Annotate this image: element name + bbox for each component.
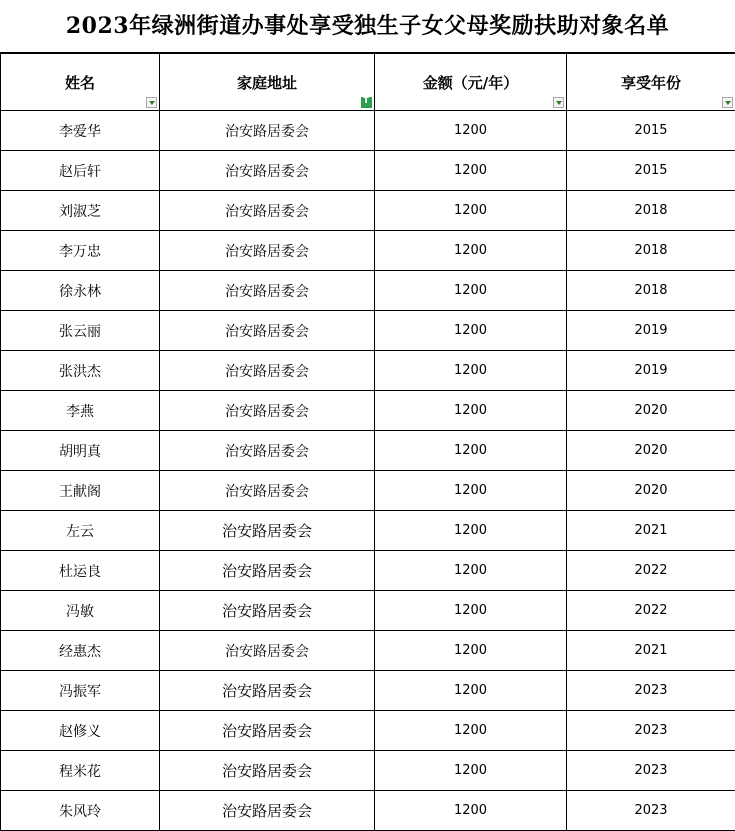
name-cell[interactable]: 胡明真 [1,431,160,471]
year-cell[interactable]: 2020 [567,431,735,471]
address-cell[interactable]: 治安路居委会 [160,351,375,391]
name-cell[interactable]: 王献阁 [1,471,160,511]
name-cell[interactable]: 李燕 [1,391,160,431]
header-year-label: 享受年份 [621,74,681,92]
year-cell[interactable]: 2023 [567,791,735,831]
amount-cell[interactable]: 1200 [375,311,567,351]
year-cell[interactable]: 2020 [567,471,735,511]
name-cell[interactable]: 经惠杰 [1,631,160,671]
header-name-label: 姓名 [65,74,95,92]
year-cell[interactable]: 2023 [567,671,735,711]
amount-cell[interactable]: 1200 [375,231,567,271]
name-cell[interactable]: 左云 [1,511,160,551]
name-cell[interactable]: 杜运良 [1,551,160,591]
address-cell[interactable]: 治安路居委会 [160,431,375,471]
amount-cell[interactable]: 1200 [375,191,567,231]
address-cell[interactable]: 治安路居委会 [160,751,375,791]
address-cell[interactable]: 治安路居委会 [160,111,375,151]
filter-dropdown-icon[interactable] [146,97,157,108]
header-amount [375,54,567,111]
header-amount-label: 金额（元/年） [423,74,518,92]
filter-dropdown-icon[interactable] [553,97,564,108]
name-cell[interactable]: 徐永林 [1,271,160,311]
name-cell[interactable]: 张洪杰 [1,351,160,391]
table-row [1,631,735,671]
table-row [1,751,735,791]
recipient-table [0,53,735,831]
address-cell[interactable]: 治安路居委会 [160,191,375,231]
amount-cell[interactable]: 1200 [375,111,567,151]
name-cell[interactable]: 张云丽 [1,311,160,351]
amount-cell[interactable]: 1200 [375,471,567,511]
table-row [1,551,735,591]
amount-cell[interactable]: 1200 [375,711,567,751]
header-address-label: 家庭地址 [237,74,297,92]
name-cell[interactable]: 冯敏 [1,591,160,631]
header-year [567,54,735,111]
name-cell[interactable]: 李万忠 [1,231,160,271]
address-cell[interactable]: 治安路居委会 [160,551,375,591]
amount-cell[interactable]: 1200 [375,271,567,311]
active-filter-marker: T [363,96,369,106]
amount-cell[interactable]: 1200 [375,591,567,631]
year-cell[interactable]: 2019 [567,351,735,391]
filter-dropdown-icon[interactable] [722,97,733,108]
header-address [160,54,375,111]
address-cell[interactable]: 治安路居委会 [160,791,375,831]
amount-cell[interactable]: 1200 [375,151,567,191]
table-row [1,391,735,431]
address-cell[interactable]: 治安路居委会 [160,271,375,311]
table-row [1,191,735,231]
name-cell[interactable]: 朱风玲 [1,791,160,831]
table-row [1,671,735,711]
table-row [1,111,735,151]
address-cell[interactable]: 治安路居委会 [160,711,375,751]
year-cell[interactable]: 2021 [567,511,735,551]
name-cell[interactable]: 赵后轩 [1,151,160,191]
address-cell[interactable]: 治安路居委会 [160,511,375,551]
address-cell[interactable]: 治安路居委会 [160,391,375,431]
year-cell[interactable]: 2018 [567,231,735,271]
address-cell[interactable]: 治安路居委会 [160,311,375,351]
address-cell[interactable]: 治安路居委会 [160,631,375,671]
address-cell[interactable]: 治安路居委会 [160,151,375,191]
year-cell[interactable]: 2020 [567,391,735,431]
header-row [1,54,735,111]
year-cell[interactable]: 2023 [567,711,735,751]
amount-cell[interactable]: 1200 [375,551,567,591]
name-cell[interactable]: 赵修义 [1,711,160,751]
amount-cell[interactable]: 1200 [375,391,567,431]
year-cell[interactable]: 2015 [567,151,735,191]
active-filter-icon[interactable] [361,97,372,108]
name-cell[interactable]: 程米花 [1,751,160,791]
name-cell[interactable]: 李爱华 [1,111,160,151]
address-cell[interactable]: 治安路居委会 [160,591,375,631]
year-cell[interactable]: 2015 [567,111,735,151]
year-cell[interactable]: 2018 [567,191,735,231]
year-cell[interactable]: 2018 [567,271,735,311]
year-cell[interactable]: 2022 [567,551,735,591]
address-cell[interactable]: 治安路居委会 [160,471,375,511]
name-cell[interactable]: 冯振军 [1,671,160,711]
table-row [1,471,735,511]
amount-cell[interactable]: 1200 [375,791,567,831]
name-cell[interactable]: 刘淑芝 [1,191,160,231]
year-cell[interactable]: 2021 [567,631,735,671]
table-row [1,231,735,271]
table-row [1,151,735,191]
table-row [1,431,735,471]
table-row [1,591,735,631]
table-row [1,351,735,391]
year-cell[interactable]: 2019 [567,311,735,351]
year-cell[interactable]: 2022 [567,591,735,631]
table-row [1,711,735,751]
address-cell[interactable]: 治安路居委会 [160,231,375,271]
amount-cell[interactable]: 1200 [375,631,567,671]
year-cell[interactable]: 2023 [567,751,735,791]
address-cell[interactable]: 治安路居委会 [160,671,375,711]
header-name [1,54,160,111]
table-row [1,511,735,551]
table-row [1,791,735,831]
table-row [1,311,735,351]
table-row [1,271,735,311]
page-title: 2023年绿洲街道办事处享受独生子女父母奖励扶助对象名单 [0,0,735,53]
amount-cell[interactable]: 1200 [375,431,567,471]
amount-cell[interactable]: 1200 [375,671,567,711]
amount-cell[interactable]: 1200 [375,351,567,391]
amount-cell[interactable]: 1200 [375,751,567,791]
amount-cell[interactable]: 1200 [375,511,567,551]
